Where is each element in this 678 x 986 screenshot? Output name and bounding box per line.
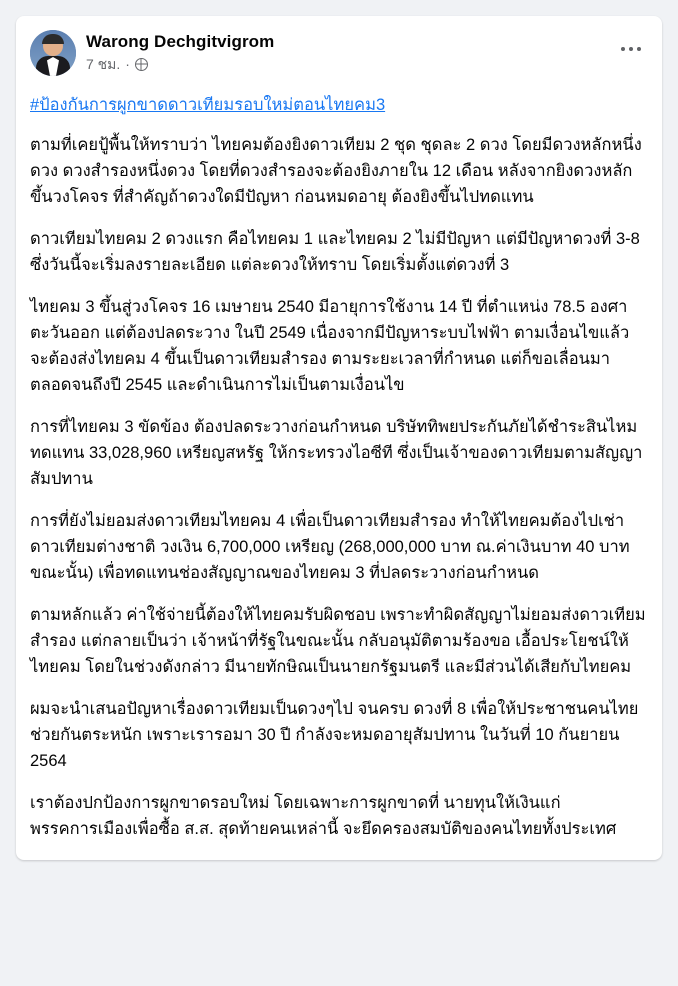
ellipsis-dot — [637, 47, 642, 52]
facebook-post-card — [16, 16, 662, 860]
post-paragraph: การที่ไทยคม 3 ขัดข้อง ต้องปลดระวางก่อนกำหนด บริษัททิพยประกันภัยได้ชำระสินไหมทดแทน 33,028,960 เหรียญสหรัฐ ให้กระทรวงไอซีที ซึ่งเป็นเจ้าของดาวเทียมตามสัญญาสัมปทาน — [30, 418, 643, 488]
post-paragraph: การที่ยังไม่ยอมส่งดาวเทียมไทยคม 4 เพื่อเป็นดาวเทียมสำรอง ทำให้ไทยคมต้องไปเช่าดาวเทียมต่างชาติ วงเงิน 6,700,000 เหรียญ (268,000,000 บาท ณ.ค่าเงินบาท 40 บาทขณะนั้น) เพื่อทดแทนช่องสัญญาณของไทยคม 3 ที่ปลดระวางก่อนกำหนด — [30, 512, 630, 582]
ellipsis-dot — [629, 47, 634, 52]
globe-icon[interactable] — [135, 58, 148, 71]
post-header-text — [86, 30, 614, 72]
post-header — [16, 16, 662, 76]
meta-separator: · — [125, 56, 130, 72]
avatar[interactable] — [30, 30, 76, 76]
ellipsis-dot — [621, 47, 626, 52]
hashtag-link[interactable]: #ป้องกันการผูกขาดดาวเทียมรอบใหม่ตอนไทยคม3 — [30, 96, 386, 114]
author-name[interactable]: Warong Dechgitvigrom — [86, 32, 275, 51]
post-paragraph: ตามที่เคยปู้พื้นให้ทราบว่า ไทยคมต้องยิงดาวเทียม 2 ชุด ชุดละ 2 ดวง โดยมีดวงหลักหนึ่งดวง ดวงสำรองหนึ่งดวง โดยที่ดวงสำรองจะต้องยิงภายใน 12 เดือน หลังจากยิงดวงหลักขึ้นวงโคจร ที่สำคัญถ้าดวงใดมีปัญหา ก่อนหมดอายุ ต้องยิงขึ้นไปทดแทน — [30, 136, 642, 206]
post-body — [16, 76, 662, 860]
post-paragraph: ดาวเทียมไทยคม 2 ดวงแรก คือไทยคม 1 และไทยคม 2 ไม่มีปัญหา แต่มีปัญหาดวงที่ 3-8 ซึ่งวันนี้จะเริ่มลงรายละเอียด แต่ละดวงให้ทราบ โดยเริ่มตั้งแต่ดวงที่ 3 — [30, 230, 640, 274]
post-paragraph: ไทยคม 3 ขึ้นสู่วงโคจร 16 เมษายน 2540 มีอายุการใช้งาน 14 ปี ที่ตำแหน่ง 78.5 องศาตะวันออก แต่ต้องปลดระวาง ในปี 2549 เนื่องจากมีปัญหาระบบไฟฟ้า ตามเงื่อนไขแล้ว จะต้องส่งไทยคม 4 ขึ้นเป็นดาวเทียมสำรอง ตามระยะเวลาที่กำหนด แต่ก็ขอเลื่อนมาตลอดจนถึงปี 2545 และดำเนินการไม่เป็นตามเงื่อนไข — [30, 298, 630, 394]
post-timestamp[interactable]: 7 ชม. — [86, 56, 121, 72]
post-paragraph: ตามหลักแล้ว ค่าใช้จ่ายนี้ต้องให้ไทยคมรับผิดชอบ เพราะทำผิดสัญญาไม่ยอมส่งดาวเทียมสำรอง แต่กลายเป็นว่า เจ้าหน้าที่รัฐในขณะนั้น กลับอนุมัติตามร้องขอ เอื้อประโยชน์ให้ไทยคม โดยในช่วงดังกล่าว มีนายทักษิณเป็นนายกรัฐมนตรี และมีส่วนได้เสียกับไทยคม — [30, 606, 646, 676]
post-paragraph: เราต้องปกป้องการผูกขาดรอบใหม่ โดยเฉพาะการผูกขาดที่ นายทุนให้เงินแก่พรรคการเมืองเพื่อซื้อ ส.ส. สุดท้ายคนเหล่านี้ จะยึดครองสมบัติของคนไทยทั้งประเทศ — [30, 794, 617, 838]
ellipsis-icon[interactable] — [614, 32, 648, 66]
post-paragraph: ผมจะนำเสนอปัญหาเรื่องดาวเทียมเป็นดวงๆไป จนครบ ดวงที่ 8 เพื่อให้ประชาชนคนไทยช่วยกันตระหนัก เพราะเรารอมา 30 ปี กำลังจะหมดอายุสัมปทาน ในวันที่ 10 กันยายน 2564 — [30, 700, 639, 770]
post-meta — [86, 56, 614, 72]
